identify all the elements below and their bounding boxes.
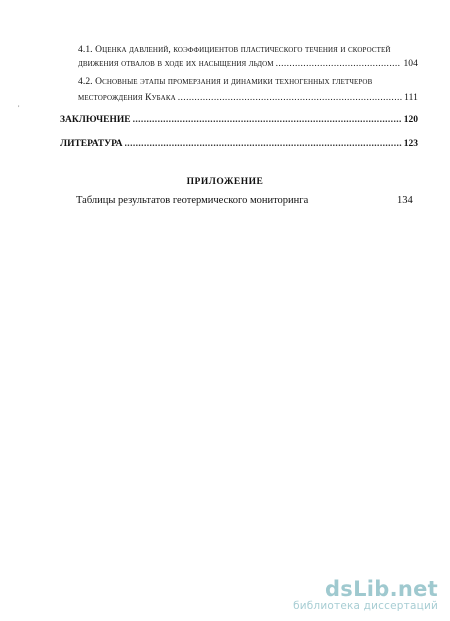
leader-dots — [125, 138, 402, 150]
toc-entry-conclusion-label: ЗАКЛЮЧЕНИЕ — [60, 115, 131, 125]
toc-entry-4-1-page: 104 — [403, 59, 418, 69]
appendix-item-label[interactable]: Таблицы результатов геотермического мониторинга — [76, 195, 309, 206]
toc-entry-literature-label: ЛИТЕРАТУРА — [60, 139, 123, 149]
watermark — [293, 578, 438, 613]
watermark-subtitle: библиотека диссертаций — [293, 600, 438, 612]
toc-entry-4-1-line1: 4.1. Оценка давлений, коэффициентов пластического течения и скоростей — [78, 45, 391, 55]
toc-entry-4-2[interactable] — [78, 92, 418, 104]
stray-scan-mark: , — [18, 102, 20, 108]
leader-dots — [276, 58, 402, 70]
leader-dots — [178, 92, 402, 104]
toc-entry-conclusion[interactable] — [60, 114, 418, 126]
toc-entry-conclusion-page: 120 — [403, 115, 418, 125]
toc-entry-4-2-line1: 4.2. Основные этапы промерзания и динамики техногенных глетчеров — [78, 77, 373, 87]
leader-dots — [133, 114, 402, 126]
toc-entry-4-1[interactable] — [78, 58, 418, 70]
toc-entry-literature-page: 123 — [403, 139, 418, 149]
appendix-item-page: 134 — [397, 195, 413, 206]
toc-entry-4-2-line2: месторождения Кубака — [78, 93, 176, 103]
appendix-heading: ПРИЛОЖЕНИЕ — [186, 177, 264, 187]
toc-entry-4-2-page: 111 — [404, 93, 418, 103]
watermark-logo: dsLib.net — [324, 577, 438, 601]
toc-entry-4-1-line2: движения отвалов в ходе их насыщения льдом — [78, 59, 274, 69]
toc-entry-literature[interactable] — [60, 138, 418, 150]
